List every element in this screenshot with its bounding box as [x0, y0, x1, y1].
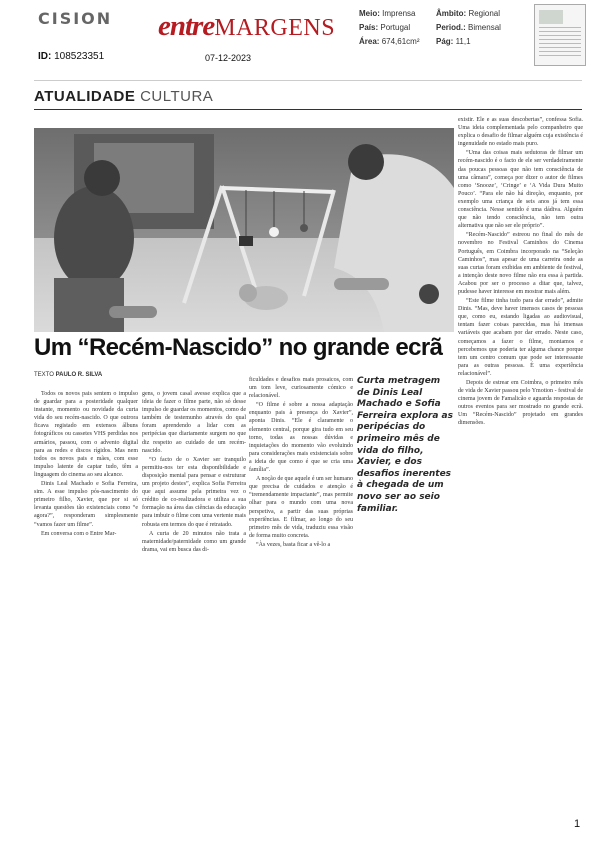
clipping-id-value: 108523351 [54, 51, 105, 62]
paragraph: “Recém-Nascido” estreou no final do mês de novembro no Festival Caminhos do Cinema Português, em Coimbra incorporado na “Seleção Caminhos”, mas apesar de uma carreira onde as suas curtas foram exibidas em ambiente de festival, a intenção deste novo filme não era essa à partida. Acabou por ser o processo a ditar que, talvez, pudesse haver interesse em mostrar mais além. [458, 232, 583, 295]
thumbnail-line [539, 27, 581, 28]
paragraph: existir. Ele e as suas descobertas”, confessa Sofia. Uma ideia complementada pelo companheiro que explica o desafio de filmar alguém cuja existência é ingenuidade no estado mais puro. [458, 117, 583, 148]
pag-value: 11,1 [455, 37, 471, 46]
section-divider [34, 109, 582, 110]
paragraph: “Uma das coisas mais sedutoras de filmar um recém-nascido é o facto de ele ser verdadeiramente das poucas pessoas que não tem consciência de uma câmara”, começa por dizer o autor de filmes como ‘Snooze’, ‘Cringe’ e ‘A Vida Dura Muito Pouco’. “Para ele não há direção, enquanto, por exemplo uma criança de seis anos já tem essa consciência. Nesse sentido é uma dádiva. Alguém que não tendo consciência, não tem outra alternativa que não ser ele próprio”. [458, 150, 583, 230]
logo-entre: entre [158, 10, 215, 42]
pais-value: Portugal [380, 23, 411, 32]
paragraph: ficuldades e desafios mais prosaicos, com um tom leve, curiosamente cómico e relacionável. [249, 377, 353, 400]
thumbnail-line [539, 31, 581, 32]
thumbnail-line [539, 55, 581, 56]
paragraph: Dinis Leal Machado e Sofia Ferreira, sim. A esse impulso pós-nascimento do primeiro filho, Xavier, que por si só levanta questões tão existenciais como “e agora?”, responderam simplesmente “vamos fazer um filme”. [34, 481, 138, 528]
page-number: 1 [574, 818, 581, 830]
period-label: Period.: [436, 23, 466, 32]
meio-value: Imprensa [382, 9, 416, 18]
meta-left [359, 7, 419, 49]
paragraph: “O facto de o Xavier ser tranquilo permitiu-nos ter esta disponibilidade e disposição mental para pensar e estruturar um projeto destes”, explica Sofia Ferreira que aqui assume pela primeira vez o crédito de co-realizadora e utiliza a sua formação na área das ciências da educação para imbuir o filme com uma vertente mais robusta em termos do que é retratado. [142, 456, 246, 528]
thumbnail-image [539, 10, 563, 24]
thumbnail-line [539, 51, 581, 52]
article-byline [34, 372, 102, 378]
paragraph: Em conversa com o Entre Mar- [41, 530, 117, 537]
area-label: Área: [359, 37, 380, 46]
ambito-value: Regional [468, 9, 501, 18]
article-column-1 [34, 390, 138, 539]
article-headline: Um “Recém-Nascido” no grande ecrã [34, 334, 443, 361]
header-divider [34, 80, 582, 81]
pull-quote: Curta metragem de Dinis Leal Machado e Sofia Ferreira explora as peripécias do primeiro mês de vida do filho, Xavier, e dos desafios inerentes à chegada de um novo ser ao seio familiar. [357, 376, 453, 514]
article-photo [34, 128, 454, 332]
meio-label: Meio: [359, 9, 380, 18]
paragraph: “Este filme tinha tudo para dar errado”, admite Dinis. “Mas, deve haver imensos casos de pessoas que, como eu, estando ligadas ao audiovisual, tentam fazer coisas parecidas, mas há imensas variáveis que acabam por dar errado. Neste caso, começamos a fazer o filme, montamos e percebemos que poderia ter alguma chance porque tem um centro comum que pode ser interessante para as outras pessoas. É uma experiência relacionável”. [458, 298, 583, 377]
article-column-3 [249, 376, 353, 550]
paragraph: A curta de 20 minutos não trata a maternidade/paternidade como um grande drama, vai em busca das di- [142, 530, 246, 553]
period-value: Bimensal [468, 23, 501, 32]
publication-date: 07-12-2023 [205, 53, 252, 63]
byline-author: PAULO R. SILVA [55, 372, 103, 378]
thumbnail-line [539, 47, 581, 48]
page-thumbnail[interactable] [534, 4, 586, 66]
article-column-right [458, 116, 583, 429]
pag-label: Pág: [436, 37, 454, 46]
pais-label: País: [359, 23, 379, 32]
paragraph: “Às vezes, basta ficar a vê-lo a [256, 541, 331, 548]
clipping-id [38, 51, 104, 62]
publication-logo [158, 10, 336, 48]
section-title-light: CULTURA [140, 88, 214, 105]
article-column-2 [142, 390, 246, 555]
paragraph: Todos os novos pais sentem o impulso de guardar para a posteridade qualquer instante, momento ou novidade da curta vida do seu recém-nascido. O que outrora ficava registado em extensos álbuns fotográficos ou cassetes VHS perdidas nos armários, passou, com o advento digital para as redes e discos rígidos. Mas nem todos os novos pais e mães, com esse impulso latente de captar tudo, têm a linguagem do cinema ao seu alcance. [34, 391, 138, 478]
paragraph: “O filme é sobre a nossa adaptação enquanto pais à presença do Xavier”, aponta Dinis. “Ele é claramente o elemento central, porque gira tudo em seu torno, todas as nossas dúvidas e inquietações do momento vão evoluindo para considerações mais existenciais sobre a ideia de que como é que se cria uma família”. [249, 402, 353, 474]
byline-label: TEXTO [34, 372, 54, 378]
section-title [34, 88, 213, 105]
thumbnail-line [539, 43, 581, 44]
area-value: 674,61cm² [381, 37, 420, 46]
thumbnail-line [539, 39, 581, 40]
meta-right [436, 7, 501, 49]
thumbnail-line [539, 35, 581, 36]
ambito-label: Âmbito: [436, 9, 467, 18]
logo-margens: MARGENS [214, 15, 336, 41]
clipping-id-label: ID: [38, 51, 52, 62]
paragraph: Depois de estrear em Coimbra, o primeiro mês de vida de Xavier passou pelo Ymotion - festival de cinema jovem de Famalicão e aguarda respostas de outros eventos para ser mostrado no grande ecrã. Um “Recém-Nascido” projetado em grandes dimensões. [458, 380, 583, 427]
section-title-bold: ATUALIDADE [34, 88, 136, 105]
paragraph: A noção de que aquele é um ser humano que precisa de cuidados e atenção é “tremendamente impactante”, mas permite olhar para o mundo com uma nova perspetiva, a partir das suas próprias experiências. E filmar, ao longo do seu primeiro mês de vida, traduziu essa visão de forma muito concreta. [249, 476, 353, 539]
cision-logo: CISION [38, 9, 113, 28]
paragraph: gens, o jovem casal avesse explica que a ideia de fazer o filme parte, não só desse impulso de guardar os momentos, como de também de testemunho através do qual foram aprendendo a lidar com as peripécias que diariamente surgem no que diz respeito ao cuidado de um recém-nascido. [142, 391, 246, 454]
